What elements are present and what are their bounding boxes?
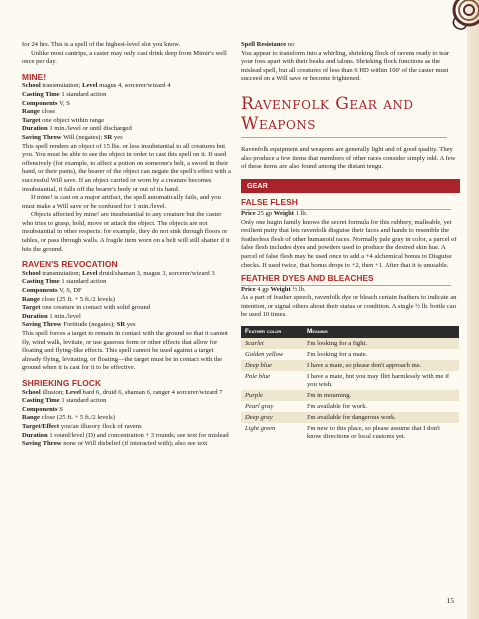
spell-body-2: If mine! is cast on a major artifact, the spell automatically fails, and you must make a Will save or be confused for 1 min./level. — [22, 194, 221, 210]
table-cell-meaning: I'm new to this place, so please assume that I don't know directions or local customs yet. — [307, 424, 440, 440]
item-price-weight: Price 4 gp Weight ½ lb. — [241, 285, 306, 293]
table-cell-color: Pearl gray — [245, 402, 274, 410]
table-cell-meaning: I have a mate, so please don't approach me. — [307, 361, 422, 369]
stat-range: Range close (25 ft. + 5 ft./2 levels) — [22, 414, 115, 422]
table-row — [241, 371, 459, 390]
table-cell-meaning: I have a mate, but you may flirt harmlessly with me if you wish. — [307, 372, 450, 388]
table-row — [241, 338, 459, 349]
stat-range: Range close (25 ft. + 5 ft./2 levels) — [22, 295, 115, 303]
table-header-row — [241, 326, 459, 338]
stat-components: Components V, S, DF — [22, 287, 82, 295]
stat-casting-time: Casting Time 1 standard action — [22, 397, 107, 405]
stat-school-level: School transmutation; Level magus 4, sorcerer/wizard 4 — [22, 82, 171, 90]
stat-duration: Duration 1 min./level or until discharged — [22, 125, 132, 133]
stat-saving-throw: Saving Throw Fortitude (negates); SR yes — [22, 321, 136, 329]
table-cell-meaning: I'm available for dangerous work. — [307, 413, 396, 421]
spell-body-flock: You appear to transform into a whirling, shrieking flock of ravens ready to tear your foes apart with their beaks and talons. Shrieking flock functions as the mislead spell, but all creatures of less than 6 HD within 100' of the caster must succeed on a Will save or become frightened. — [241, 49, 450, 83]
stat-school-level: School transmutation; Level druid/shaman 3, magus 3, sorcerer/wizard 3 — [22, 269, 215, 277]
stat-components: Components V, S — [22, 99, 70, 107]
table-cell-color: Light green — [245, 424, 276, 432]
table-cell-meaning: I'm available for work. — [307, 402, 368, 410]
table-row — [241, 423, 459, 442]
stat-components: Components S — [22, 405, 63, 413]
stat-target: Target one object within range — [22, 116, 105, 124]
spell-body-1: This spell renders an object of 15 lbs. or less insubstantial to all creatures but you. You must be able to see the object in order to cast this spell on it. If used offensively (for example, to affect a potion on someone's belt, a sword in their hand, or their pants), the bearer of the object can negate the spell's effect with a successful Will save. If an object carried or worn by a creature becomes insubstantial, it falls off the bearer's body or out of its hand. — [22, 142, 231, 193]
table-cell-color: Golden yellow — [245, 350, 284, 358]
feather-color-table — [241, 326, 459, 442]
stat-saving-throw: Saving Throw Will (negates); SR yes — [22, 133, 123, 141]
intro-line-2: Unlike most cantrips, a caster may only cast drink deep from Mimir's well once per day. — [22, 49, 227, 66]
spell-title-ravens-revocation: RAVEN'S REVOCATION — [22, 259, 118, 270]
page-number: 15 — [446, 596, 454, 605]
item-body: Only one hugin family knows the secret formula for this rubbery, malleable, yet resilient putty that lets ravenfolk disguise their faces and hands to resemble the featherless flesh of other humanoid races. Normally pale gray in color, a parcel of false flesh includes dyes and powders used to produce the desired skin hue. A parcel of false flesh may be used once to add a +4 alchemical bonus to Disguise checks. If used twice, that bonus drops to +2, then +1. After that it is unusable. — [241, 218, 457, 269]
table-cell-color: Purple — [245, 391, 263, 399]
stat-casting-time: Casting Time 1 standard action — [22, 278, 107, 286]
chapter-heading: Ravenfolk Gear and Weapons — [241, 93, 414, 134]
table-row — [241, 390, 459, 401]
stat-duration: Duration 1 min./level — [22, 312, 81, 320]
spell-body-3: Objects affected by mine! are insubstantial to any creature but the caster who tries to grasp, hold, move or attack the object. The objects are not insubstantial in other respects: for example, they do not sink through floors or tables, or pass through walls. A fragile item worn on a belt will still shatter if it hits the ground. — [22, 211, 230, 253]
page-edge-shadow — [467, 0, 479, 619]
gear-intro: Ravenfolk equipment and weapons are generally light and of good quality. They also produce a few items that members of other races consider simply odd. A few of these items are also found among the distant tengu. — [241, 145, 456, 171]
spell-body: This spell forces a target to remain in contact with the ground so that it cannot fly, wind walk, levitate, or use gaseous form or other effects that allow for floating and flying-like effects. This spell cannot be used against a target already flying, levitating, or floating—the target must be in contact with the ground when it is cast for it to be effective. — [22, 330, 228, 372]
stat-duration: Duration 1 round/level (D) and concentration + 3 rounds; see text for mislead — [22, 431, 229, 439]
section-bar-gear: GEAR — [241, 179, 460, 194]
spell-title-mine: MINE! — [22, 71, 47, 82]
stat-target-effect: Target/Effect you/an illusory flock of ravens — [22, 422, 142, 430]
table-row — [241, 412, 459, 423]
table-header-feather-color: Feather color — [245, 328, 282, 336]
coiled-serpent-ornament-icon — [435, 0, 479, 44]
table-row — [241, 349, 459, 360]
stat-school-level: School illusion; Level bard 6, druid 6, shaman 6, ranger 4 sorcerer/wizard 7 — [22, 388, 223, 396]
left-column — [22, 41, 232, 449]
item-body: As a part of feather speech, ravenfolk dye or bleach certain feathers to indicate an intention, or signal others about their status or condition. A single ½ lb. bottle can be used 10 times. — [241, 294, 457, 319]
heading-rule — [241, 137, 447, 138]
stat-spell-resistance: Spell Resistance no — [241, 41, 295, 48]
intro-line-1: for 24 hrs. This is a spell of the highest-level slot you know. — [22, 41, 181, 48]
stat-saving-throw: Saving Throw none or Will disbelief (if interacted with); also see text — [22, 440, 208, 448]
table-cell-color: Deep blue — [245, 361, 272, 369]
table-cell-color: Pale blue — [245, 372, 271, 380]
stat-target: Target one creature in contact with solid ground — [22, 304, 151, 312]
spell-title-shrieking-flock: SHRIEKING FLOCK — [22, 377, 102, 388]
table-row — [241, 401, 459, 412]
item-price-weight: Price 25 gp Weight 1 lb. — [241, 209, 308, 217]
table-cell-meaning: I'm looking for a mate. — [307, 350, 368, 358]
table-cell-color: Scarlet — [245, 339, 264, 347]
table-cell-color: Deep gray — [245, 413, 273, 421]
stat-casting-time: Casting Time 1 standard action — [22, 90, 107, 98]
right-column — [241, 41, 460, 442]
item-title-false-flesh: FALSE FLESH — [241, 197, 298, 208]
table-row — [241, 360, 459, 371]
table-cell-meaning: I'm in mourning. — [307, 391, 352, 399]
table-cell-meaning: I'm looking for a fight. — [307, 339, 367, 347]
stat-range: Range close — [22, 108, 56, 116]
item-title-feather-dyes: FEATHER DYES AND BLEACHES — [241, 273, 374, 284]
table-header-meaning: Meaning — [307, 328, 328, 336]
